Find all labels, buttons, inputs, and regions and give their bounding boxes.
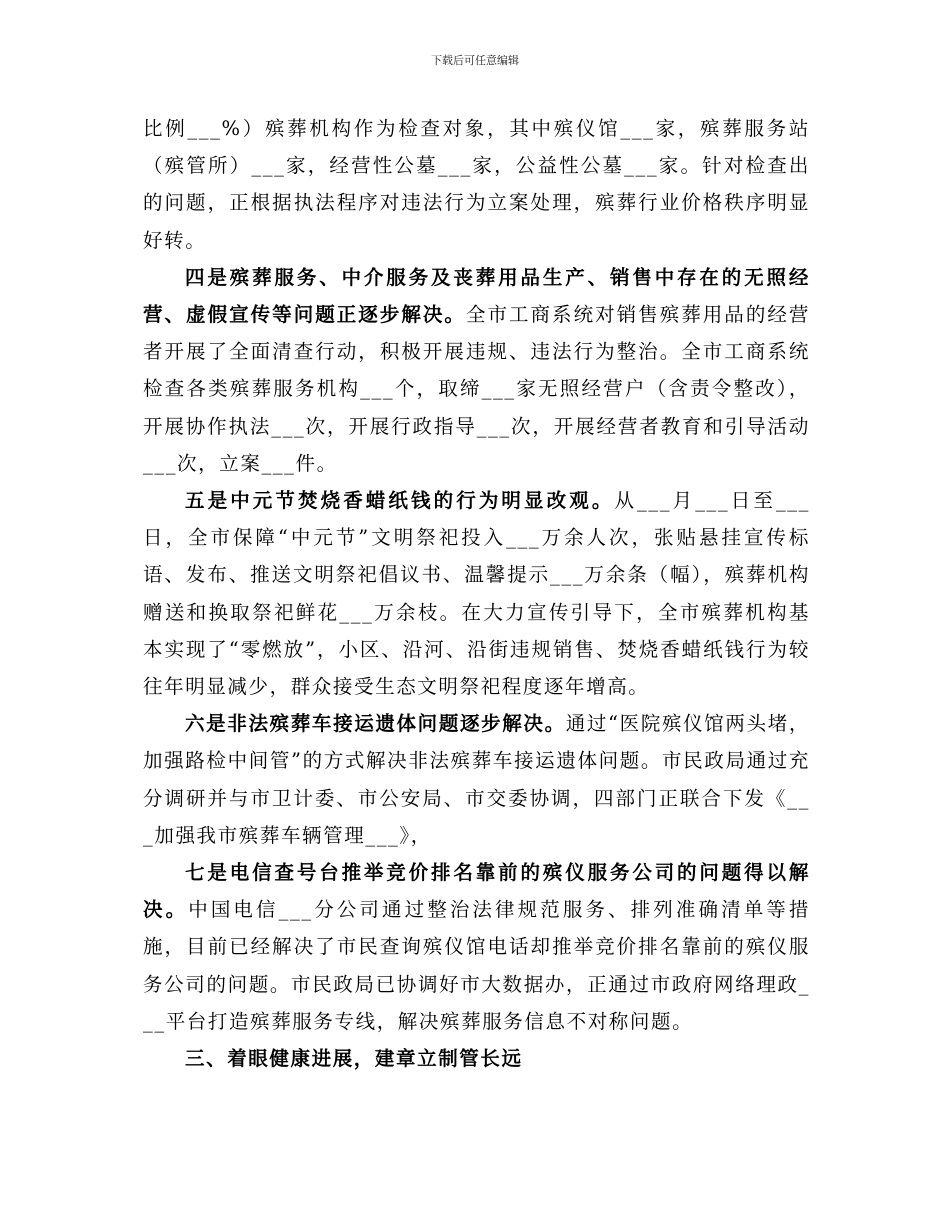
paragraph-continuation	[143, 110, 810, 259]
paragraph-item-seven	[143, 854, 810, 1040]
paragraph-lead: 五是中元节焚烧香蜡纸钱的行为明显改观。	[185, 489, 615, 513]
paragraph-lead: 七是电信查号台推举竞价排名靠前的殡仪服务公司的问题得以解决。	[143, 861, 810, 922]
paragraph-item-six	[143, 705, 810, 854]
section-heading: 三、着眼健康进展，建章立制管长远	[185, 1047, 523, 1071]
paragraph-text: 从___月___日至___日，全市保障“中元节”文明祭祀投入___万余人次，张贴悬挂宣传标语、发布、推送文明祭祀倡议书、温馨提示___万余条（幅），殡葬机构赠送和换取祭祀鲜花___万余枝。在大力宣传引导下，全市殡葬机构基本实现了“零燃放”，小区、沿河、沿街违规销售、焚烧香蜡纸钱行为较往年明显减少，群众接受生态文明祭祀程度逐年增高。	[143, 489, 810, 699]
paragraph-lead: 六是非法殡葬车接运遗体问题逐步解决。	[185, 712, 566, 736]
paragraph-text: 全市工商系统对销售殡葬用品的经营者开展了全面清查行动，积极开展违规、违法行为整治。全市工商系统检查各类殡葬服务机构___个，取缔___家无照经营户（含责令整改），开展协作执法___次，开展行政指导___次，开展经营者教育和引导活动___次，立案___件。	[143, 303, 810, 475]
paragraph-text: 比例___%）殡葬机构作为检查对象，其中殡仪馆___家，殡葬服务站（殡管所）___家，经营性公墓___家，公益性公墓___家。针对检查出的问题，正根据执法程序对违法行为立案处理，殡葬行业价格秩序明显好转。	[143, 117, 810, 252]
page-header: 下载后可任意编辑	[431, 54, 519, 67]
paragraph-text: 通过“医院殡仪馆两头堵，加强路检中间管”的方式解决非法殡葬车接运遗体问题。市民政局通过充分调研并与市卫计委、市公安局、市交委协调，四部门正联合下发《___加强我市殡葬车辆管理___》，	[143, 712, 810, 847]
paragraph-item-five	[143, 482, 810, 705]
paragraph-lead: 四是殡葬服务、中介服务及丧葬用品生产、销售中存在的无照经营、虚假宣传等问题正逐步解决。	[143, 265, 810, 327]
document-body	[143, 110, 810, 1077]
paragraph-text: 中国电信___分公司通过整治法律规范服务、排列准确清单等措施，目前已经解决了市民查询殡仪馆电话却推举竞价排名靠前的殡仪服务公司的问题。市民政局已协调好市大数据办，正通过市政府网络理政___平台打造殡葬服务专线，解决殡葬服务信息不对称问题。	[143, 898, 810, 1033]
paragraph-item-four	[143, 259, 810, 482]
